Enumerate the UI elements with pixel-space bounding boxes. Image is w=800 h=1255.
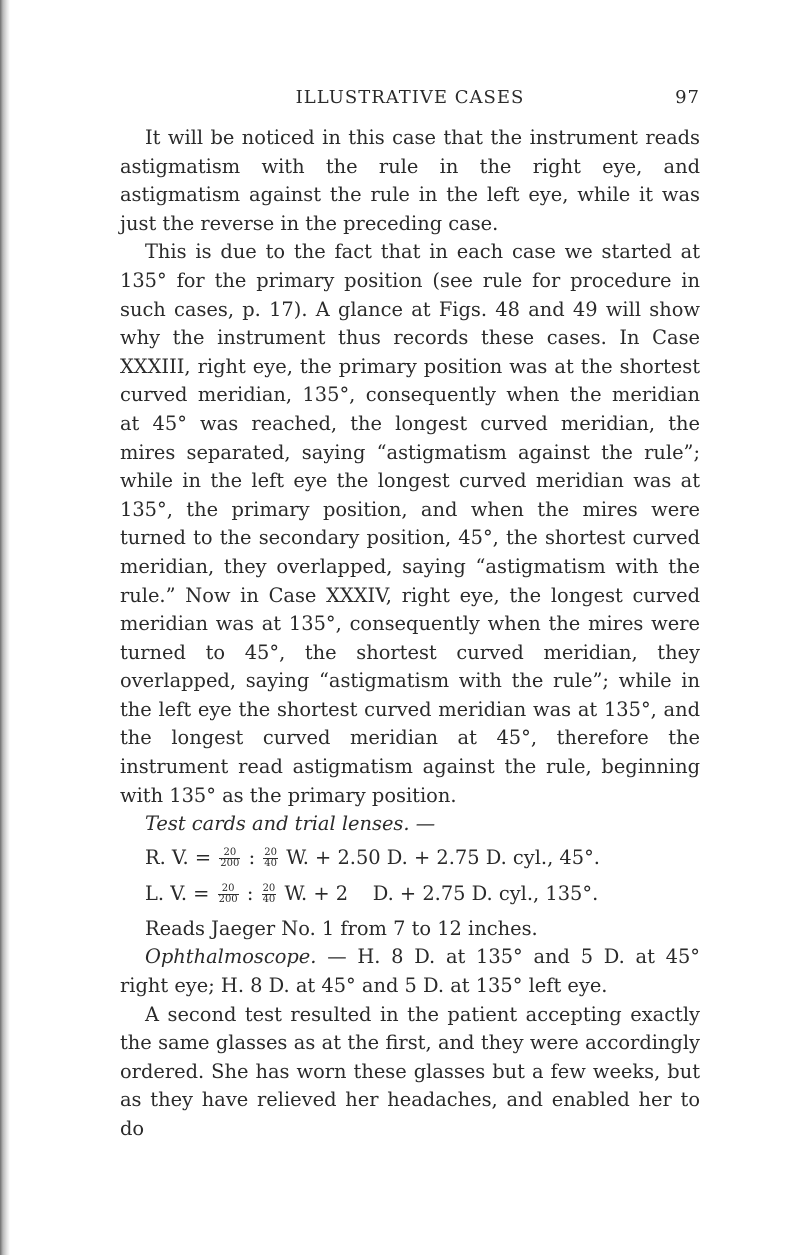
page-number: 97	[675, 87, 700, 108]
fraction-numerator: 20	[264, 847, 278, 859]
paragraph: This is due to the fact that in each case we started at 135° for the primary position (see rule for procedure in such cases, p. 17). A glance at Figs. 48 and 49 will show why the instrument thus records these cases. In Case XXXIII, right eye, the primary position was at the shortest curved meridian, 135°, consequently when the meridian at 45° was reached, the longest curved meridian, the mires separated, saying “astigmatism against the rule”; while in the left eye the longest curved meridian was at 135°, the primary position, and when the mires were turned to the secondary position, 45°, the shortest curved meridian, they overlapped, saying “astigmatism with the rule.” Now in Case XXXIV, right eye, the longest curved meridian was at 135°, consequently when the mires were turned to 45°, the shortest curved meridian, they overlapped, saying “astigmatism with the rule”; while in the left eye the shortest curved meridian was at 135°, and the longest curved meridian at 45°, therefore the instrument read astigmatism against the rule, beginning with 135° as the primary position.	[120, 240, 700, 807]
fraction-numerator: 20	[219, 848, 240, 859]
ophthalmoscope-text: — H. 8 D. at 135° and 5 D. at 45° right eye; H. 8 D. at 45° and 5 D. at 135° left eye.	[120, 945, 700, 998]
formula-right-eye	[145, 843, 700, 873]
fraction-denominator: 200	[218, 894, 238, 906]
paragraph: Reads Jaeger No. 1 from 7 to 12 inches.	[145, 916, 538, 940]
formula-rest: W. + 2.50 D. + 2.75 D. cyl., 45°.	[286, 845, 600, 869]
formula-colon: :	[246, 881, 254, 905]
fraction-numerator: 20	[218, 884, 239, 895]
running-head: ILLUSTRATIVE CASES	[295, 87, 525, 108]
fraction	[262, 884, 277, 905]
formula-left-eye	[145, 879, 700, 909]
body-text	[120, 124, 700, 1144]
paragraph	[120, 943, 700, 1000]
formula-colon: :	[248, 845, 256, 869]
fraction-denominator: 40	[264, 858, 278, 870]
fraction	[218, 884, 239, 905]
paragraph: It will be noticed in this case that the instrument reads astigmatism with the rule in the right eye, and astigmatism against the rule in the left eye, while it was just the reverse in the preceding case.	[120, 126, 700, 235]
ophthalmoscope-heading: Ophthalmoscope.	[145, 945, 317, 969]
test-cards-heading: Test cards and trial lenses. —	[145, 812, 436, 836]
fraction-numerator: 20	[262, 883, 276, 895]
fraction-denominator: 40	[262, 894, 276, 906]
page-header	[120, 87, 700, 111]
formula-label: R. V. =	[145, 845, 212, 869]
formula-label: L. V. =	[145, 881, 210, 905]
fraction	[263, 848, 278, 869]
fraction	[219, 848, 240, 869]
formula-rest: W. + 2 D. + 2.75 D. cyl., 135°.	[284, 881, 599, 905]
fraction-denominator: 200	[220, 858, 240, 870]
paragraph: A second test resulted in the patient accepting exactly the same glasses as at the first, and they were accordingly ordered. She has worn these glasses but a few weeks, but as they have relieved her headaches, and enabled her to do	[120, 1002, 700, 1140]
subheading	[120, 810, 700, 839]
page-binding-shadow	[0, 0, 10, 1255]
